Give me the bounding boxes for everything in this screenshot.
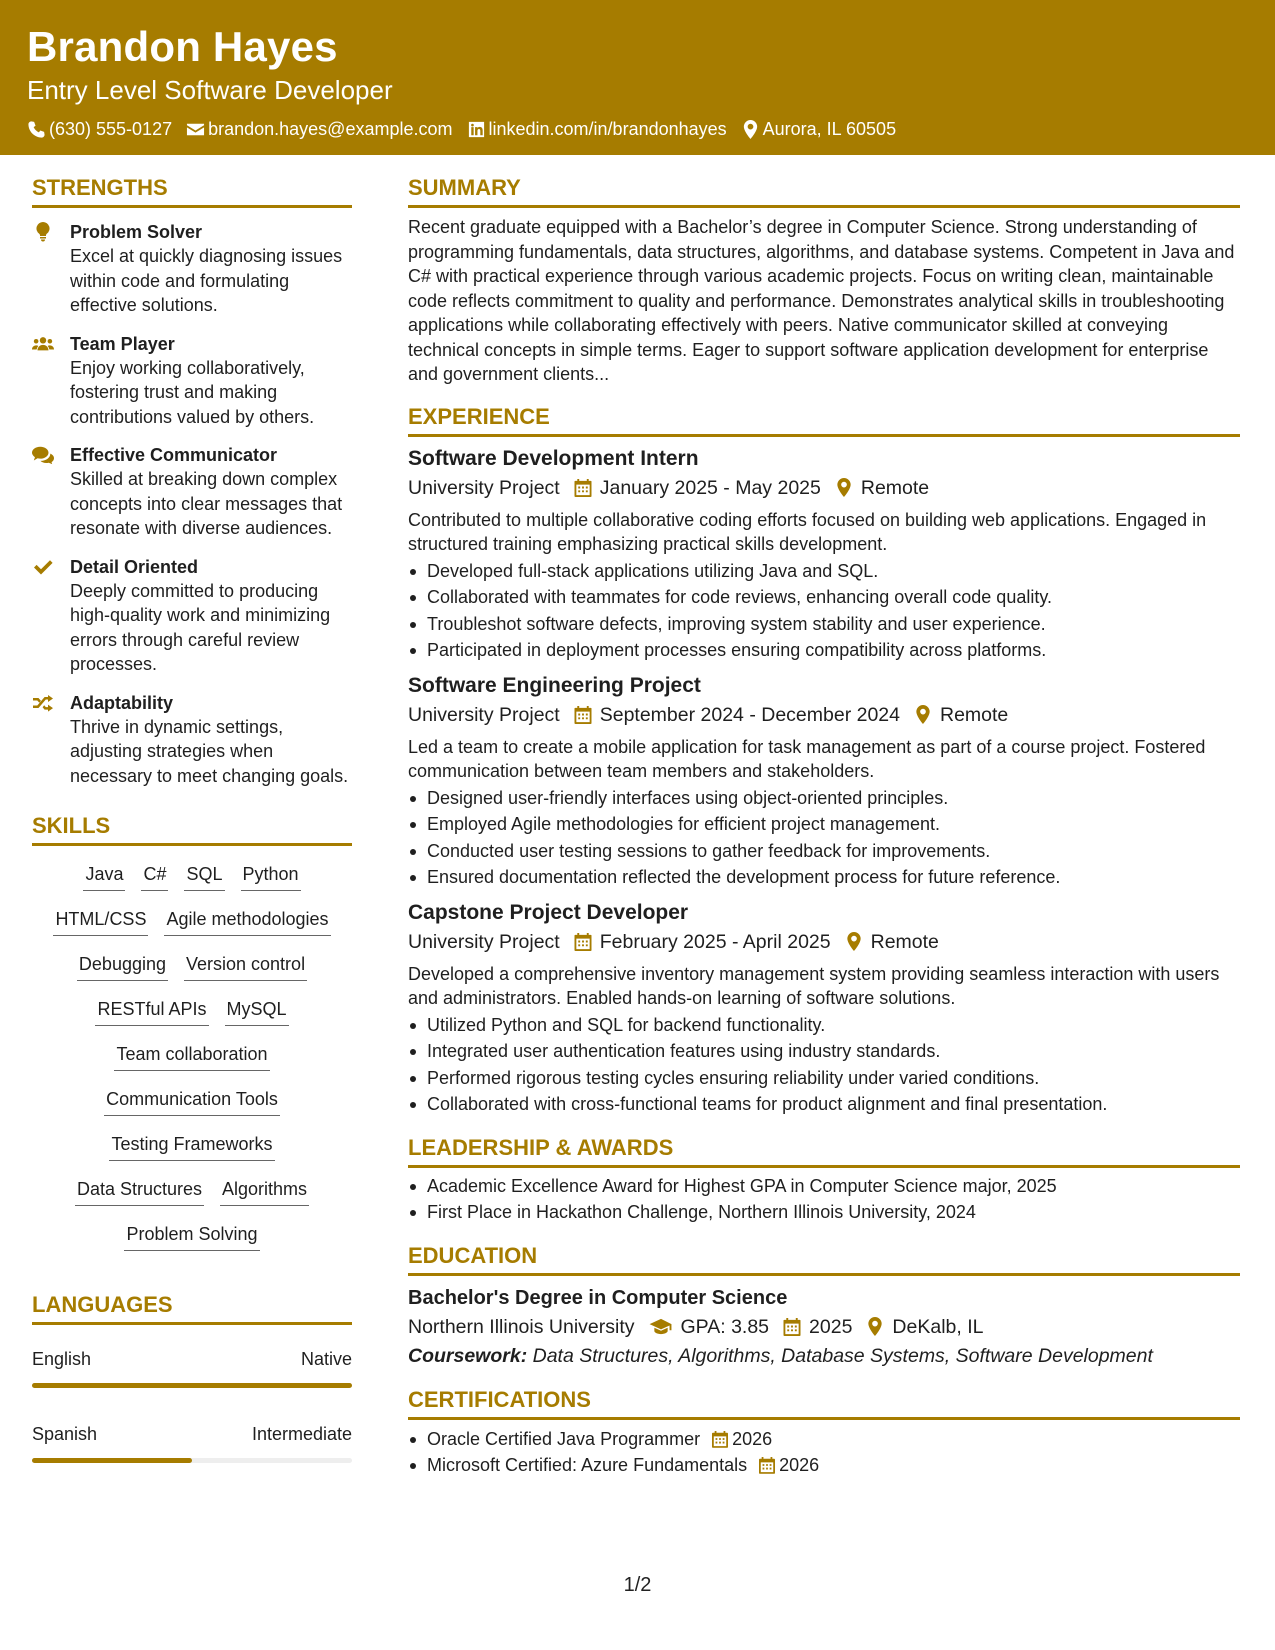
- job-location: Remote: [860, 476, 930, 499]
- coursework: [408, 1342, 1240, 1370]
- job-bullets: [408, 558, 1240, 664]
- list-item: Developed full-stack applications utilizing Java and SQL.: [408, 558, 1240, 585]
- strength-title: Detail Oriented: [70, 556, 199, 577]
- job-org: University Project: [408, 703, 560, 726]
- summary-text: Recent graduate equipped with a Bachelor’s degree in Computer Science. Strong understanding of programming fundamentals, data structures, algorithms, and database systems. Competent in Java and C# with practical experience through various academic projects. Focus on writing clean, maintainable code reflects commitment to quality and performance. Demonstrates analytical skills in troubleshooting applications while collaborating effectively with peers. Native communicator skilled at conveying technical concepts in simple terms. Eager to support software application development for enterprise and government clients...: [408, 217, 1235, 384]
- contact-email-text: brandon.hayes@example.com: [208, 119, 453, 139]
- experience-heading: EXPERIENCE: [408, 401, 1240, 437]
- calendar-icon: [574, 932, 592, 951]
- strength-item: [32, 691, 352, 789]
- skill-tag: Java: [83, 858, 125, 891]
- coursework-label: Coursework:: [408, 1344, 528, 1367]
- strength-desc: Deeply committed to producing high-quality work and minimizing errors through careful review processes.: [70, 580, 331, 674]
- skill-tag: RESTful APIs: [95, 993, 208, 1026]
- comments-icon: [32, 445, 54, 465]
- job-dates: January 2025 - May 2025: [599, 476, 821, 499]
- language-proficiency-bar: [32, 1383, 352, 1388]
- school-location: DeKalb, IL: [892, 1315, 984, 1338]
- language-item: [32, 1422, 352, 1463]
- education-heading: EDUCATION: [408, 1240, 1240, 1276]
- skill-tag: Team collaboration: [114, 1038, 269, 1071]
- linkedin-icon: [467, 120, 486, 139]
- education-meta: [408, 1312, 1240, 1342]
- cert-year: 2026: [732, 1428, 773, 1449]
- contact-linkedin[interactable]: [467, 117, 727, 141]
- job-org: University Project: [408, 476, 560, 499]
- graduation-cap-icon: [649, 1317, 673, 1336]
- language-proficiency-fill: [32, 1458, 192, 1463]
- skill-tag: Version control: [184, 948, 307, 981]
- list-item: Academic Excellence Award for Highest GPA in Computer Science major, 2025: [408, 1173, 1240, 1200]
- list-item: Ensured documentation reflected the development process for future reference.: [408, 864, 1240, 891]
- job-dates: September 2024 - December 2024: [599, 703, 900, 726]
- experience-entry: [408, 899, 1240, 1118]
- calendar-icon: [574, 705, 592, 724]
- skill-tag: MySQL: [225, 993, 289, 1026]
- strength-title: Team Player: [70, 333, 175, 354]
- contact-linkedin-text: linkedin.com/in/brandonhayes: [488, 119, 727, 139]
- skill-tag: HTML/CSS: [53, 903, 148, 936]
- list-item: Collaborated with cross-functional teams for product alignment and final presentation.: [408, 1091, 1240, 1118]
- contact-bar: [27, 117, 1248, 141]
- job-org: University Project: [408, 930, 560, 953]
- list-item: Participated in deployment processes ensuring compatibility across platforms.: [408, 637, 1240, 664]
- summary-heading: SUMMARY: [408, 172, 1240, 208]
- list-item: Integrated user authentication features using industry standards.: [408, 1038, 1240, 1065]
- list-item: Employed Agile methodologies for efficient project management.: [408, 811, 1240, 838]
- certifications-list: [408, 1426, 1240, 1479]
- strength-desc: Enjoy working collaboratively, fostering trust and making contributions valued by others.: [70, 357, 315, 427]
- right-column: [408, 172, 1240, 1479]
- job-meta: [408, 700, 1240, 730]
- language-item: [32, 1347, 352, 1388]
- list-item: Designed user-friendly interfaces using object-oriented principles.: [408, 785, 1240, 812]
- languages-heading: LANGUAGES: [32, 1289, 352, 1325]
- job-meta: [408, 473, 1240, 503]
- school-name: Northern Illinois University: [408, 1315, 635, 1338]
- skill-tag: Data Structures: [75, 1173, 204, 1206]
- language-proficiency-fill: [32, 1383, 352, 1388]
- list-item: [408, 1452, 1240, 1479]
- job-dates: February 2025 - April 2025: [599, 930, 831, 953]
- users-icon: [32, 334, 54, 354]
- strength-desc: Excel at quickly diagnosing issues within code and formulating effective solutions.: [70, 246, 343, 315]
- resume-header: [0, 0, 1275, 155]
- strength-item: [32, 555, 352, 677]
- location-pin-icon: [741, 120, 760, 139]
- contact-phone[interactable]: [27, 117, 172, 141]
- calendar-icon: [759, 1456, 775, 1474]
- contact-phone-text: (630) 555-0127: [49, 119, 173, 139]
- job-description: Led a team to create a mobile application for task management as part of a course project. Fostered communication between team members and stakeholders.: [408, 736, 1206, 781]
- location-pin-icon: [845, 932, 863, 951]
- skill-tag: Testing Frameworks: [109, 1128, 274, 1161]
- envelope-icon: [186, 120, 205, 139]
- strength-item: [32, 443, 352, 541]
- skill-tag: Communication Tools: [104, 1083, 280, 1116]
- skill-tag: Algorithms: [220, 1173, 309, 1206]
- coursework-text: Data Structures, Algorithms, Database Systems, Software Development: [532, 1344, 1153, 1367]
- language-name: Spanish: [32, 1424, 98, 1444]
- job-title: Software Development Intern: [408, 446, 699, 470]
- calendar-icon: [783, 1317, 801, 1336]
- location-pin-icon: [866, 1317, 884, 1336]
- cert-name: Oracle Certified Java Programmer: [427, 1428, 701, 1449]
- leadership-heading: LEADERSHIP & AWARDS: [408, 1132, 1240, 1168]
- lightbulb-icon: [32, 222, 54, 242]
- candidate-title: Entry Level Software Developer: [27, 75, 393, 105]
- job-bullets: [408, 1012, 1240, 1118]
- calendar-icon: [574, 478, 592, 497]
- job-bullets: [408, 785, 1240, 891]
- strengths-heading: STRENGTHS: [32, 172, 352, 208]
- checkmark-icon: [32, 557, 54, 577]
- job-location: Remote: [939, 703, 1009, 726]
- language-proficiency-bar: [32, 1458, 352, 1463]
- candidate-name: Brandon Hayes: [27, 23, 338, 70]
- calendar-icon: [712, 1430, 728, 1448]
- gpa: GPA: 3.85: [680, 1315, 770, 1338]
- skill-tag: Debugging: [77, 948, 168, 981]
- job-meta: [408, 927, 1240, 957]
- left-column: [32, 172, 352, 1463]
- cert-year: 2026: [779, 1455, 820, 1475]
- experience-entry: [408, 672, 1240, 891]
- list-item: First Place in Hackathon Challenge, Northern Illinois University, 2024: [408, 1199, 1240, 1226]
- job-title: Capstone Project Developer: [408, 900, 689, 924]
- skill-tag: Agile methodologies: [164, 903, 330, 936]
- strength-title: Adaptability: [70, 692, 174, 713]
- job-description: Contributed to multiple collaborative coding efforts focused on building web applications. Engaged in structured training emphasizing practical skills development.: [408, 509, 1207, 554]
- list-item: Troubleshot software defects, improving system stability and user experience.: [408, 611, 1240, 638]
- strength-title: Problem Solver: [70, 222, 203, 242]
- strength-title: Effective Communicator: [70, 445, 278, 465]
- list-item: Performed rigorous testing cycles ensuring reliability under varied conditions.: [408, 1065, 1240, 1092]
- language-level: Native: [300, 1349, 352, 1369]
- job-location: Remote: [870, 930, 939, 953]
- list-item: Collaborated with teammates for code reviews, enhancing overall code quality.: [408, 584, 1240, 611]
- location-pin-icon: [914, 705, 932, 724]
- experience-entry: [408, 445, 1240, 664]
- contact-location: [741, 117, 896, 141]
- skill-tag: C#: [141, 858, 168, 891]
- location-pin-icon: [835, 478, 853, 497]
- language-level: Intermediate: [251, 1424, 352, 1444]
- degree-title: Bachelor's Degree in Computer Science: [408, 1286, 788, 1309]
- leadership-list: [408, 1173, 1240, 1226]
- phone-icon: [27, 120, 46, 139]
- job-title: Software Engineering Project: [408, 673, 701, 697]
- list-item: Utilized Python and SQL for backend functionality.: [408, 1012, 1240, 1039]
- graduation-year: 2025: [809, 1315, 853, 1338]
- skills-list: [32, 858, 352, 1263]
- job-description: Developed a comprehensive inventory management system providing seamless interaction with users and administrators. Enabled hands-on learning of software solutions.: [408, 963, 1220, 1008]
- contact-email[interactable]: [186, 117, 452, 141]
- skill-tag: Python: [241, 858, 301, 891]
- skill-tag: SQL: [184, 858, 224, 891]
- strength-item: [32, 332, 352, 430]
- language-name: English: [32, 1349, 92, 1369]
- shuffle-icon: [32, 693, 54, 713]
- strength-item: [32, 220, 352, 318]
- contact-location-text: Aurora, IL 60505: [762, 119, 897, 139]
- strengths-list: [32, 220, 352, 788]
- list-item: [408, 1426, 1240, 1453]
- strength-desc: Skilled at breaking down complex concepts into clear messages that resonate with diverse audiences.: [70, 469, 343, 538]
- page-number: 1/2: [623, 1574, 652, 1596]
- list-item: Conducted user testing sessions to gather feedback for improvements.: [408, 838, 1240, 865]
- skill-tag: Problem Solving: [124, 1218, 259, 1251]
- skills-heading: SKILLS: [32, 810, 352, 846]
- strength-desc: Thrive in dynamic settings, adjusting strategies when necessary to meet changing goals.: [70, 716, 349, 786]
- certifications-heading: CERTIFICATIONS: [408, 1384, 1240, 1420]
- cert-name: Microsoft Certified: Azure Fundamentals: [427, 1455, 748, 1475]
